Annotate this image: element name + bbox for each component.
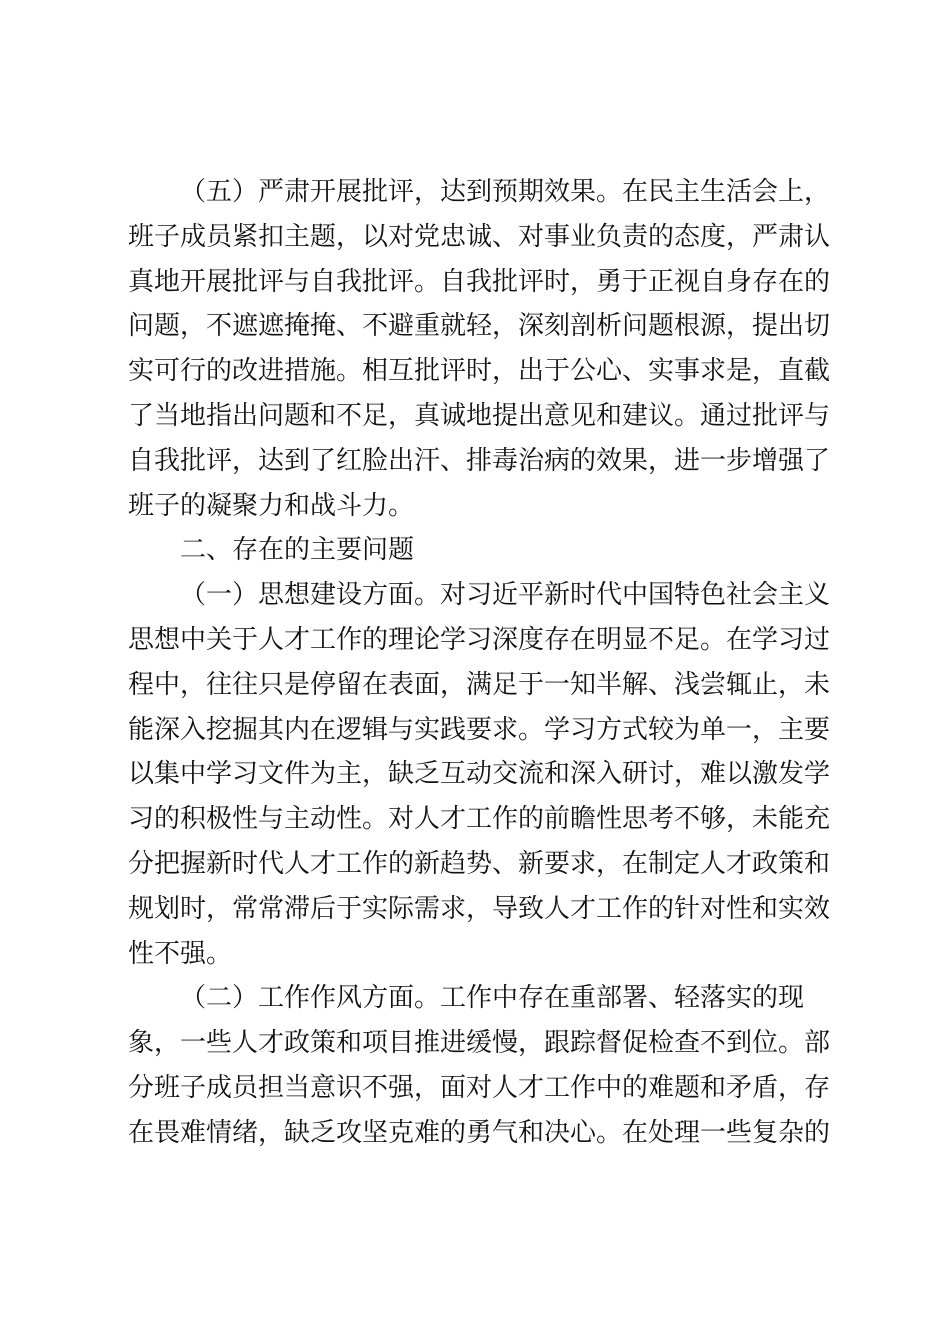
text-line: 性不强。 [128,938,233,969]
text-line: 习的积极性与主动性。对人才工作的前瞻性思考不够，未能充 [128,804,831,835]
text-line: 班子成员紧扣主题，以对党忠诚、对事业负责的态度，严肃认 [128,221,831,252]
text-line: （五）严肃开展批评，达到预期效果。在民主生活会上， [180,177,831,207]
text-line: （二）工作作风方面。工作中存在重部署、轻落实的现 [180,983,805,1014]
text-line: 在畏难情绪，缺乏攻坚克难的勇气和决心。在处理一些复杂的 [128,1117,831,1148]
paragraph-criticism-results [128,170,831,528]
text-line: 真地开展批评与自我批评。自我批评时，勇于正视自身存在的 [128,266,831,297]
text-line: 能深入挖掘其内在逻辑与实践要求。学习方式较为单一，主要 [128,714,831,745]
text-line: 班子的凝聚力和战斗力。 [128,490,415,521]
paragraph-work-style [128,976,831,1155]
text-line: （一）思想建设方面。对习近平新时代中国特色社会主义 [180,580,831,611]
text-line: 了当地指出问题和不足，真诚地提出意见和建议。通过批评与 [128,400,831,431]
text-line: 分把握新时代人才工作的新趋势、新要求，在制定人才政策和 [128,848,831,879]
paragraph-ideological-building [128,573,831,976]
text-line: 以集中学习文件为主，缺乏互动交流和深入研讨，难以激发学 [128,759,831,790]
text-line: 问题，不遮遮掩掩、不避重就轻，深刻剖析问题根源，提出切 [128,311,831,342]
section-heading-main-problems [128,528,818,573]
text-line: 分班子成员担当意识不强，面对人才工作中的难题和矛盾，存 [128,1072,831,1103]
text-line: 实可行的改进措施。相互批评时，出于公心、实事求是，直截 [128,356,831,387]
heading-line: 二、存在的主要问题 [180,535,415,566]
text-line: 规划时，常常滞后于实际需求，导致人才工作的针对性和实效 [128,893,831,924]
text-line: 思想中关于人才工作的理论学习深度存在明显不足。在学习过 [128,624,831,655]
document-body [128,170,831,1156]
text-line: 自我批评，达到了红脸出汗、排毒治病的效果，进一步增强了 [128,445,831,476]
text-line: 程中，往往只是停留在表面，满足于一知半解、浅尝辄止，未 [128,669,831,700]
text-line: 象，一些人才政策和项目推进缓慢，跟踪督促检查不到位。部 [128,1028,831,1059]
